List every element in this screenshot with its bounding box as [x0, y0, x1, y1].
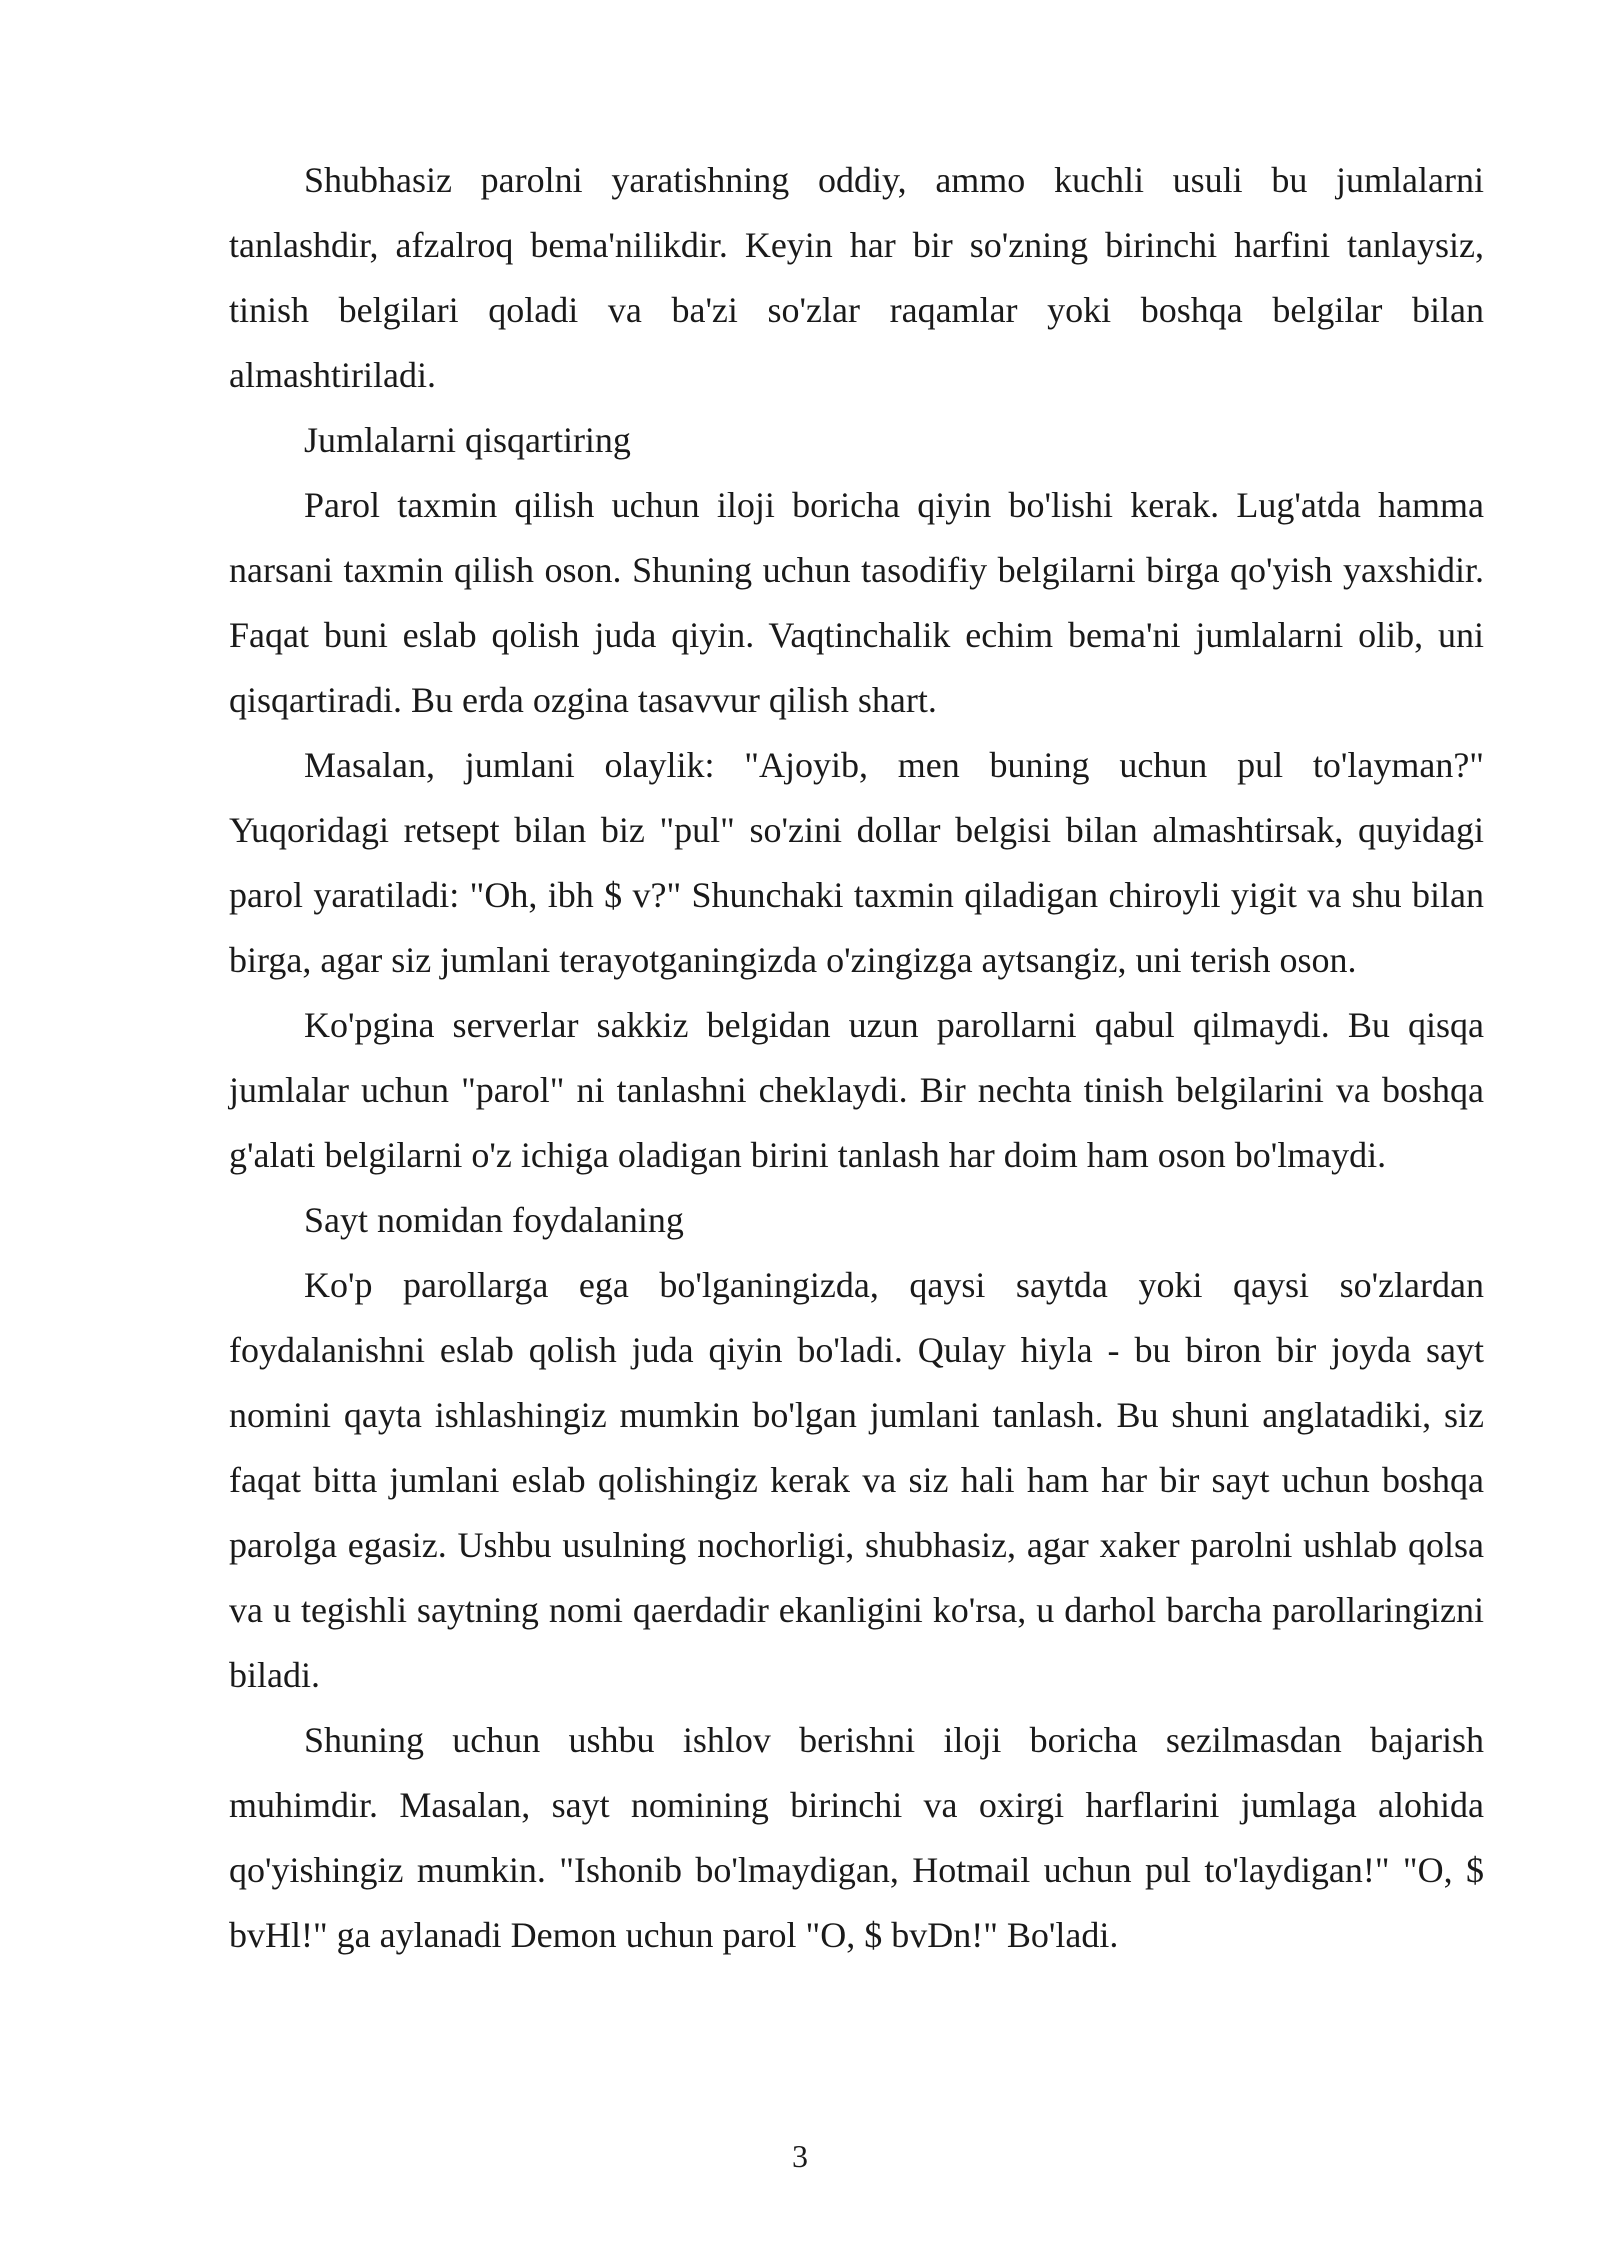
paragraph-processing: Shuning uchun ushbu ishlov berishni iloji boricha sezilmasdan bajarish muhimdir. Masalan, sayt nomining birinchi va oxirgi harflarini jumlaga alohida qo'yishingiz mumkin. "Ishonib bo'lmaydigan, Hotmail uchun pul to'laydigan!" "O, $ bvHl!" ga aylanadi Demon uchun parol "O, $ bvDn!" Bo'ladi. [229, 1720, 1484, 1955]
section-heading-shorten-sentences: Jumlalarni qisqartiring [304, 420, 631, 460]
paragraph-intro: Shubhasiz parolni yaratishning oddiy, ammo kuchli usuli bu jumlalarni tanlashdir, afzalroq bema'nilikdir. Keyin har bir so'zning birinchi harfini tanlaysiz, tinish belgilari qoladi va ba'zi so'zlar raqamlar yoki boshqa belgilar bilan almashtiriladi. [229, 160, 1484, 395]
paragraph-server-limits: Ko'pgina serverlar sakkiz belgidan uzun parollarni qabul qilmaydi. Bu qisqa jumlalar uchun "parol" ni tanlashni cheklaydi. Bir nechta tinish belgilarini va boshqa g'alati belgilarni o'z ichiga oladigan birini tanlash har doim ham oson bo'lmaydi. [229, 1005, 1484, 1175]
section-heading-site-name: Sayt nomidan foydalaning [304, 1200, 684, 1240]
document-body [229, 148, 1484, 1968]
paragraph-guessing: Parol taxmin qilish uchun iloji boricha qiyin bo'lishi kerak. Lug'atda hamma narsani taxmin qilish oson. Shuning uchun tasodifiy belgilarni birga qo'yish yaxshidir. Faqat buni eslab qolish juda qiyin. Vaqtinchalik echim bema'ni jumlalarni olib, uni qisqartiradi. Bu erda ozgina tasavvur qilish shart. [229, 485, 1484, 720]
page-number: 3 [792, 2138, 808, 2174]
paragraph-example: Masalan, jumlani olaylik: "Ajoyib, men buning uchun pul to'layman?" Yuqoridagi retsept bilan biz "pul" so'zini dollar belgisi bilan almashtirsak, quyidagi parol yaratiladi: "Oh, ibh $ v?" Shunchaki taxmin qiladigan chiroyli yigit va shu bilan birga, agar siz jumlani terayotganingizda o'zingizga aytsangiz, uni terish oson. [229, 745, 1484, 980]
paragraph-many-passwords: Ko'p parollarga ega bo'lganingizda, qaysi saytda yoki qaysi so'zlardan foydalanishni eslab qolish juda qiyin bo'ladi. Qulay hiyla - bu biron bir joyda sayt nomini qayta ishlashingiz mumkin bo'lgan jumlani tanlash. Bu shuni anglatadiki, siz faqat bitta jumlani eslab qolishingiz kerak va siz hali ham har bir sayt uchun boshqa parolga egasiz. Ushbu usulning nochorligi, shubhasiz, agar xaker parolni ushlab qolsa va u tegishli saytning nomi qaerdadir ekanligini ko'rsa, u darhol barcha parollaringizni biladi. [229, 1265, 1484, 1695]
